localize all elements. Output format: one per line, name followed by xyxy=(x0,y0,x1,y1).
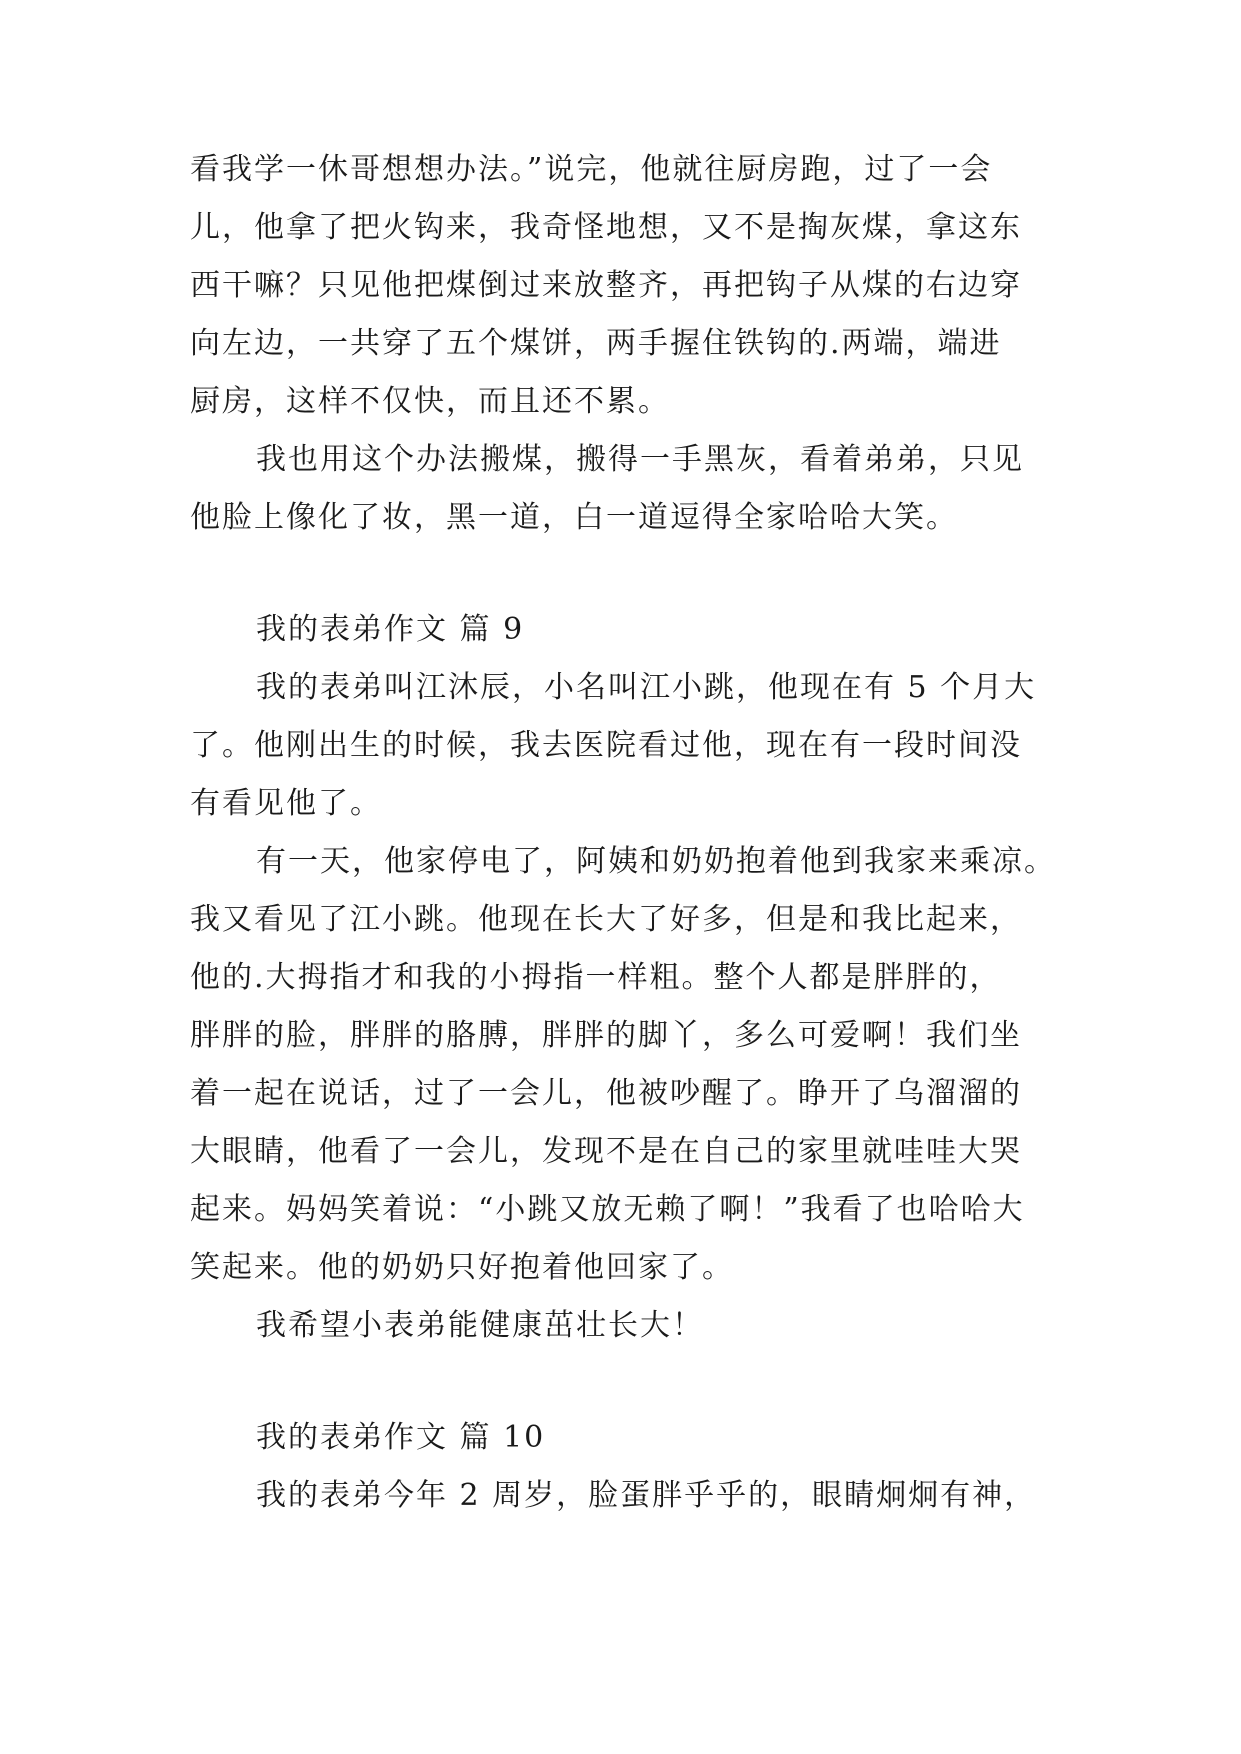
text-line: 我也用这个办法搬煤，搬得一手黑灰，看着弟弟，只见 xyxy=(256,442,1024,477)
text-line: 有一天，他家停电了，阿姨和奶奶抱着他到我家来乘凉。 xyxy=(256,844,1056,879)
text-line: 我希望小表弟能健康茁壮长大！ xyxy=(256,1308,704,1343)
text-line: 我又看见了江小跳。他现在长大了好多，但是和我比起来， xyxy=(190,902,1022,937)
text-line: 有看见他了。 xyxy=(190,786,382,821)
section-heading: 我的表弟作文 篇 9 xyxy=(256,612,525,647)
text-line: 我的表弟叫江沐辰，小名叫江小跳，他现在有 5 个月大 xyxy=(256,670,1037,705)
text-line: 向左边，一共穿了五个煤饼，两手握住铁钩的.两端，端进 xyxy=(190,326,1002,361)
text-line: 看我学一休哥想想办法。”说完，他就往厨房跑，过了一会 xyxy=(190,152,993,187)
text-line: 胖胖的脸，胖胖的胳膊，胖胖的脚丫，多么可爱啊！我们坐 xyxy=(190,1018,1022,1053)
section-heading: 我的表弟作文 篇 10 xyxy=(256,1420,546,1455)
text-line: 儿，他拿了把火钩来，我奇怪地想，又不是掏灰煤，拿这东 xyxy=(190,210,1022,245)
text-line: 笑起来。他的奶奶只好抱着他回家了。 xyxy=(190,1250,734,1285)
text-line: 西干嘛？只见他把煤倒过来放整齐，再把钩子从煤的右边穿 xyxy=(190,268,1022,303)
text-line: 我的表弟今年 2 周岁，脸蛋胖乎乎的，眼睛炯炯有神， xyxy=(256,1478,1037,1513)
text-line: 着一起在说话，过了一会儿，他被吵醒了。睁开了乌溜溜的 xyxy=(190,1076,1022,1111)
text-line: 他的.大拇指才和我的小拇指一样粗。整个人都是胖胖的， xyxy=(190,960,1002,995)
text-line: 了。他刚出生的时候，我去医院看过他，现在有一段时间没 xyxy=(190,728,1022,763)
text-line: 起来。妈妈笑着说：“小跳又放无赖了啊！”我看了也哈哈大 xyxy=(190,1192,1025,1227)
text-line: 他脸上像化了妆，黑一道，白一道逗得全家哈哈大笑。 xyxy=(190,500,958,535)
text-line: 大眼睛，他看了一会儿，发现不是在自己的家里就哇哇大哭 xyxy=(190,1134,1022,1169)
text-line: 厨房，这样不仅快，而且还不累。 xyxy=(190,384,670,419)
